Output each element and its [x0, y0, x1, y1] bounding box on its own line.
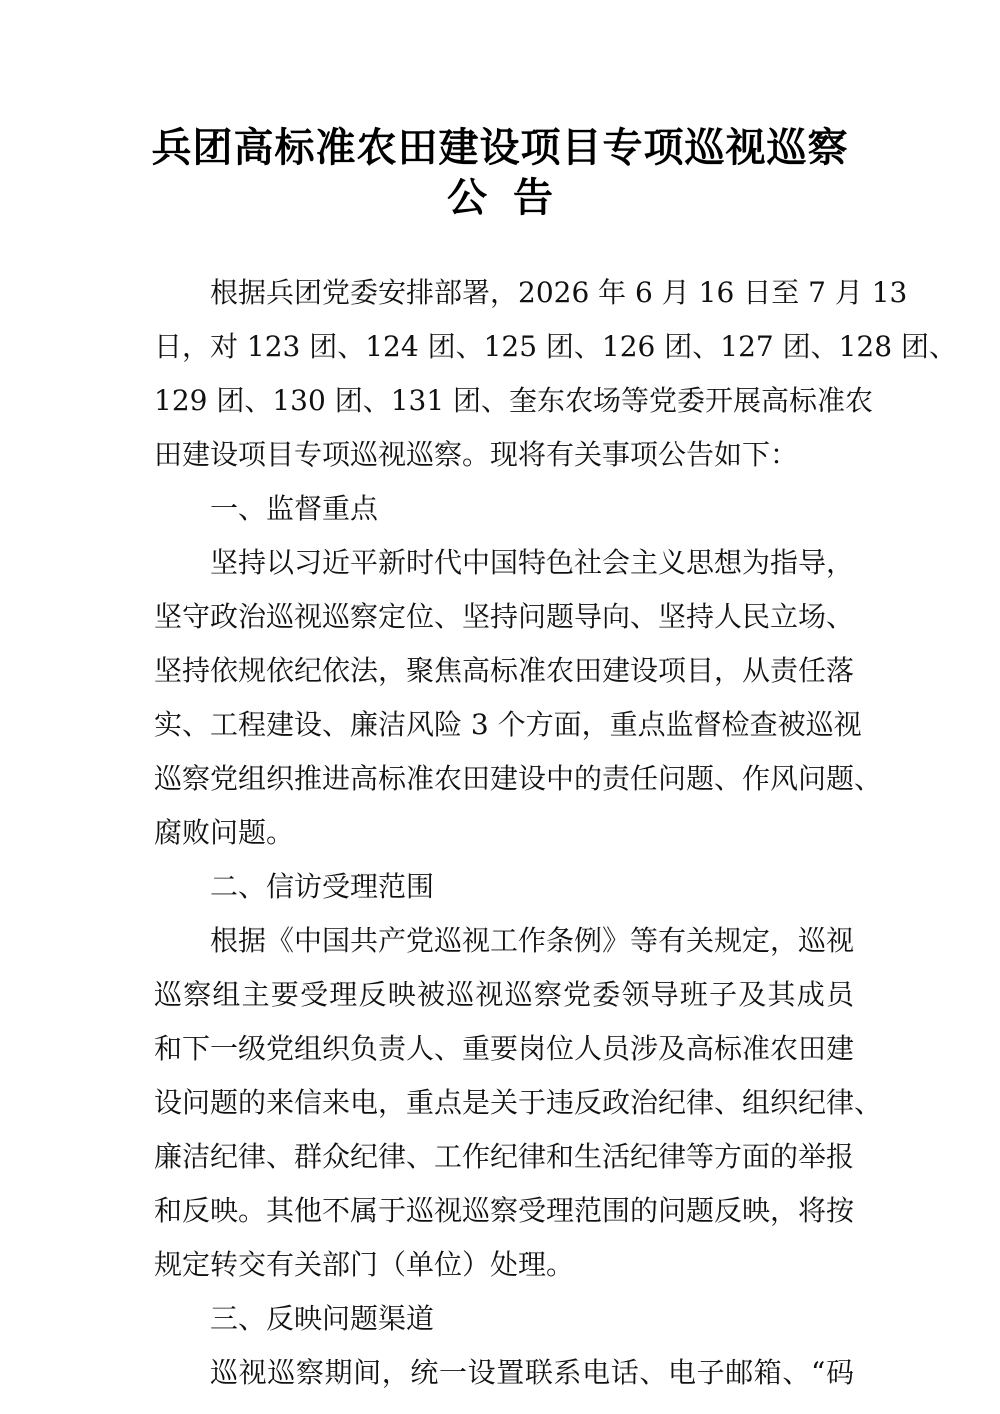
- section-2-heading: 二、信访受理范围: [210, 870, 435, 903]
- section-2-line-5: 廉洁纪律、群众纪律、工作纪律和生活纪律等方面的举报: [154, 1140, 855, 1173]
- section-1-line-4: 实、工程建设、廉洁风险 3 个方面，重点监督检查被巡视: [154, 708, 862, 741]
- intro-line-3: 129 团、130 团、131 团、奎东农场等党委开展高标准农: [154, 384, 874, 417]
- section-2-line-1: 根据《中国共产党巡视工作条例》等有关规定，巡视: [210, 924, 855, 957]
- document-title-line-2: 公告: [447, 175, 579, 221]
- section-1-line-3: 坚持依规依纪依法，聚焦高标准农田建设项目，从责任落: [154, 654, 855, 687]
- document-title-line-1: 兵团高标准农田建设项目专项巡视巡察: [151, 125, 849, 171]
- section-2-line-7: 规定转交有关部门（单位）处理。: [154, 1248, 575, 1281]
- section-1-line-1: 坚持以习近平新时代中国特色社会主义思想为指导，: [210, 546, 855, 579]
- section-2-line-2: 巡察组主要受理反映被巡视巡察党委领导班子及其成员: [154, 978, 854, 1011]
- section-2-line-3: 和下一级党组织负责人、重要岗位人员涉及高标准农田建: [154, 1032, 855, 1065]
- section-1-heading: 一、监督重点: [210, 492, 379, 525]
- intro-line-1: 根据兵团党委安排部署，2026 年 6 月 16 日至 7 月 13: [210, 276, 908, 309]
- section-3-line-1: 巡视巡察期间，统一设置联系电话、电子邮箱、“码: [210, 1356, 854, 1389]
- section-1-line-2: 坚守政治巡视巡察定位、坚持问题导向、坚持人民立场、: [154, 600, 855, 633]
- section-3-heading: 三、反映问题渠道: [210, 1302, 435, 1335]
- section-1-line-6: 腐败问题。: [154, 816, 295, 849]
- section-2-line-4: 设问题的来信来电，重点是关于违反政治纪律、组织纪律、: [154, 1086, 883, 1119]
- intro-line-2: 日，对 123 团、124 团、125 团、126 团、127 团、128 团、: [154, 330, 957, 363]
- intro-line-4: 田建设项目专项巡视巡察。现将有关事项公告如下：: [154, 438, 799, 471]
- document-body: [154, 266, 957, 1400]
- section-2-line-6: 和反映。其他不属于巡视巡察受理范围的问题反映，将按: [154, 1194, 855, 1227]
- section-1-line-5: 巡察党组织推进高标准农田建设中的责任问题、作风问题、: [154, 762, 883, 795]
